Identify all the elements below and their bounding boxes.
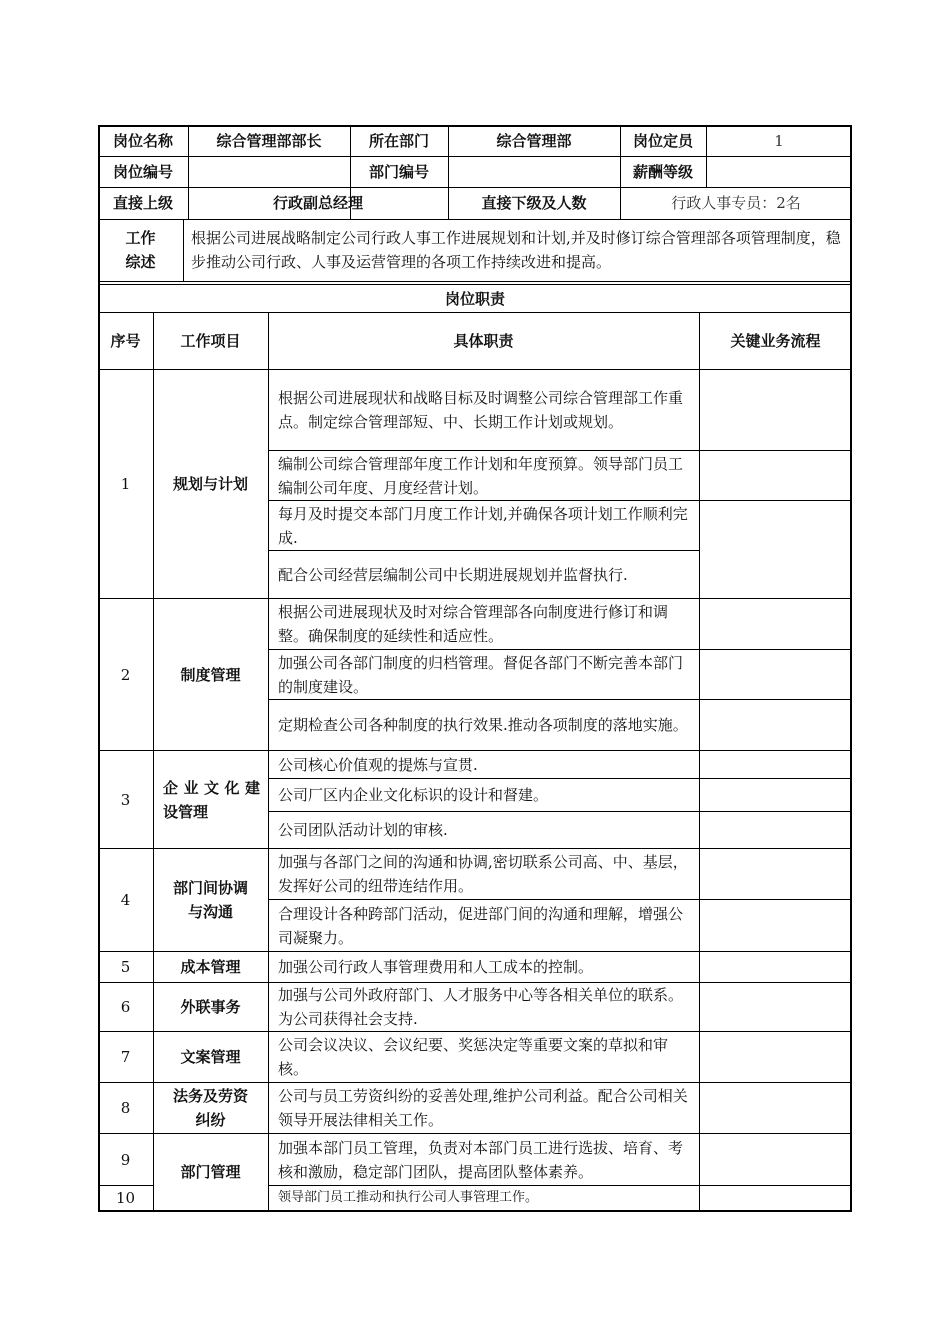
row-item: 法务及劳资 纠纷 xyxy=(172,1087,248,1129)
row-item: 部门管理 xyxy=(180,1163,241,1181)
value-salary-grade xyxy=(706,156,852,187)
row-item: 企业文化建 设管理 xyxy=(163,778,260,821)
row-no: 10 xyxy=(115,1189,136,1207)
row-no: 6 xyxy=(120,998,131,1016)
row-no: 1 xyxy=(120,475,131,493)
value-position-name: 综合管理部部长 xyxy=(216,131,322,150)
row-no: 9 xyxy=(120,1150,131,1169)
duty-line: 加强与公司外政府部门、人才服务中心等各相关单位的联系。为公司获得社会支持. xyxy=(278,986,684,1028)
duty-line: 每月及时提交本部门月度工作计划,并确保各项计划工作顺利完成. xyxy=(278,504,688,547)
row-no: 8 xyxy=(120,1099,131,1117)
duty-line: 合理设计各种跨部门活动，促进部门间的沟通和理解，增强公司凝聚力。 xyxy=(278,904,684,947)
col-header-flow: 关键业务流程 xyxy=(730,332,821,350)
label-direct-superior: 直接上级 xyxy=(112,194,173,212)
value-direct-superior: 行政副总经理 xyxy=(272,194,363,212)
work-summary-text: 根据公司进展战略制定公司行政人事工作进展规划和计划,并及时修订综合管理部各项管理制度，稳步推动公司行政、人事及运营管理的各项工作持续改进和提高。 xyxy=(191,229,841,271)
duty-line: 加强本部门员工管理，负责对本部门员工进行选拔、培育、考核和激励，稳定部门团队，提高团队整体素养。 xyxy=(278,1138,684,1181)
row-no: 5 xyxy=(120,958,131,976)
value-department-code xyxy=(448,156,620,187)
duty-line: 定期检查公司各种制度的执行效果.推动各项制度的落地实施。 xyxy=(278,716,688,734)
label-department-code: 部门编号 xyxy=(368,162,429,181)
duty-line: 加强公司各部门制度的归档管理。督促各部门不断完善本部门的制度建设。 xyxy=(278,653,684,696)
duty-line: 公司核心价值观的提炼与宣贯. xyxy=(278,755,478,774)
col-header-detail: 具体职责 xyxy=(453,332,514,350)
label-department: 所在部门 xyxy=(368,131,429,150)
row-item: 文案管理 xyxy=(180,1048,241,1066)
label-position-name: 岗位名称 xyxy=(112,131,173,150)
label-salary-grade: 薪酬等级 xyxy=(632,162,693,181)
row-no: 2 xyxy=(120,665,131,684)
duty-line: 加强公司行政人事管理费用和人工成本的控制。 xyxy=(278,958,594,976)
value-department: 综合管理部 xyxy=(496,131,572,150)
duties-title: 岗位职责 xyxy=(444,289,505,308)
row-item: 制度管理 xyxy=(180,665,241,684)
col-header-item: 工作项目 xyxy=(180,332,241,350)
label-work-summary: 工作 综述 xyxy=(125,229,156,271)
row-item: 部门间协调 与沟通 xyxy=(172,879,248,921)
label-headcount: 岗位定员 xyxy=(632,131,693,150)
duty-line: 配合公司经营层编制公司中长期进展规划并监督执行. xyxy=(278,565,628,584)
row-no: 4 xyxy=(120,891,131,909)
duty-line: 公司团队活动计划的审核. xyxy=(278,821,448,839)
duty-line: 加强与各部门之间的沟通和协调,密切联系公司高、中、基层，发挥好公司的纽带连结作用。 xyxy=(278,853,688,895)
duty-line: 公司厂区内企业文化标识的设计和督建。 xyxy=(278,786,549,804)
duty-line: 公司会议决议、会议纪要、奖惩决定等重要文案的草拟和审核。 xyxy=(278,1036,669,1078)
duty-line: 根据公司进展现状及时对综合管理部各向制度进行修订和调整。确保制度的延续性和适应性。 xyxy=(278,603,669,645)
duty-line: 编制公司综合管理部年度工作计划和年度预算。领导部门员工编制公司年度、月度经营计划。 xyxy=(278,454,684,497)
col-header-no: 序号 xyxy=(110,332,141,350)
value-position-code xyxy=(188,156,350,187)
duty-line: 公司与员工劳资纠纷的妥善处理,维护公司利益。配合公司相关领导开展法律相关工作。 xyxy=(278,1087,688,1129)
value-subordinates: 行政人事专员：2名 xyxy=(671,194,801,212)
row-no: 7 xyxy=(120,1048,131,1066)
label-position-code: 岗位编号 xyxy=(112,162,173,181)
row-item: 成本管理 xyxy=(180,958,241,976)
row-item: 外联事务 xyxy=(180,998,241,1016)
job-description-table xyxy=(98,125,852,1212)
duty-line: 领导部门员工推动和执行公司人事管理工作。 xyxy=(278,1190,539,1205)
value-headcount: 1 xyxy=(774,131,784,150)
row-no: 3 xyxy=(120,790,131,809)
label-subordinates: 直接下级及人数 xyxy=(481,194,587,212)
duty-line: 根据公司进展现状和战略目标及时调整公司综合管理部工作重点。制定综合管理部短、中、长期工作计划或规划。 xyxy=(278,389,684,431)
row-item: 规划与计划 xyxy=(172,475,248,493)
